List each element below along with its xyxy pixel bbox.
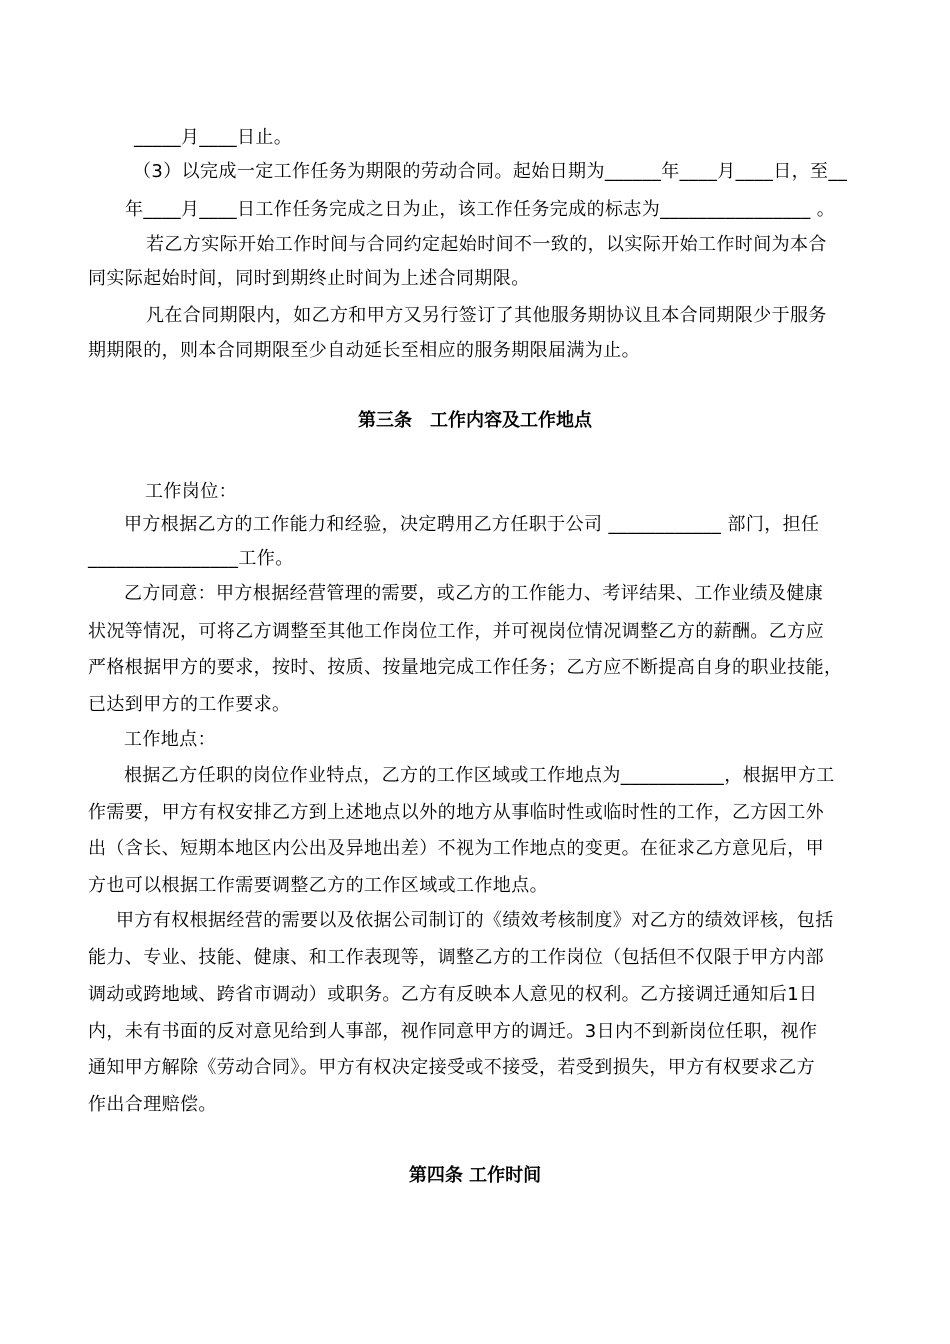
paragraph-line: ________________工作。 [88,548,294,569]
paragraph-line: 工作地点： [124,729,216,750]
paragraph-line: （3）以完成一定工作任务为期限的劳动合同。起始日期为______年____月____日，至__ [133,161,848,182]
section-heading: 第三条 工作内容及工作地点 [358,410,592,431]
paragraph-line: 已达到甲方的工作要求。 [88,694,291,715]
paragraph-line: 凡在合同期限内，如乙方和甲方又另行签订了其他服务期协议且本合同期限少于服务 [146,305,827,326]
paragraph-line: _____月____日止。 [134,127,293,148]
paragraph-line: 甲方根据乙方的工作能力和经验，决定聘用乙方任职于公司 ____________ 部门，担任 [124,514,820,535]
paragraph-line: 方也可以根据工作需要调整乙方的工作区域或工作地点。 [88,875,548,896]
paragraph-line: 工作岗位： [145,481,237,502]
paragraph-line: 根据乙方任职的岗位作业特点，乙方的工作区域或工作地点为___________，根据甲方工 [124,765,835,786]
paragraph-line: 能力、专业、技能、健康、和工作表现等，调整乙方的工作岗位（包括但不仅限于甲方内部 [88,947,824,968]
paragraph-line: 严格根据甲方的要求，按时、按质、按量地完成工作任务；乙方应不断提高自身的职业技能， [88,657,843,678]
section-heading: 第四条 工作时间 [408,1165,542,1186]
paragraph-line: 状况等情况，可将乙方调整至其他工作岗位工作，并可视岗位情况调整乙方的薪酬。乙方应 [88,621,824,642]
paragraph-line: 若乙方实际开始工作时间与合同约定起始时间不一致的，以实际开始工作时间为本合 [146,234,827,255]
paragraph-line: 同实际起始时间，同时到期终止时间为上述合同期限。 [88,268,530,289]
paragraph-line: 乙方同意：甲方根据经营管理的需要，或乙方的工作能力、考评结果、工作业绩及健康 [124,583,824,604]
paragraph-line: 通知甲方解除《劳动合同》。甲方有权决定接受或不接受，若受到损失，甲方有权要求乙方 [88,1057,815,1078]
paragraph-line: 调动或跨地域、跨省市调动）或职务。乙方有反映本人意见的权利。乙方接调迁通知后1日 [88,984,818,1005]
paragraph-line: 甲方有权根据经营的需要以及依据公司制订的《绩效考核制度》对乙方的绩效评核，包括 [116,910,834,931]
paragraph-line: 出（含长、短期本地区内公出及异地出差）不视为工作地点的变更。在征求乙方意见后，甲 [88,838,824,859]
paragraph-line: 作出合理赔偿。 [88,1094,217,1115]
paragraph-line: 内，未有书面的反对意见给到人事部，视作同意甲方的调迁。3日内不到新岗位任职，视作 [88,1021,818,1042]
paragraph-line: 作需要，甲方有权安排乙方到上述地点以外的地方从事临时性或临时性的工作，乙方因工外 [88,802,824,823]
paragraph-line: 年____月____日工作任务完成之日为止，该工作任务完成的标志为________________ 。 [125,199,836,220]
paragraph-line: 期期限的，则本合同期限至少自动延长至相应的服务期限届满为止。 [88,340,640,361]
